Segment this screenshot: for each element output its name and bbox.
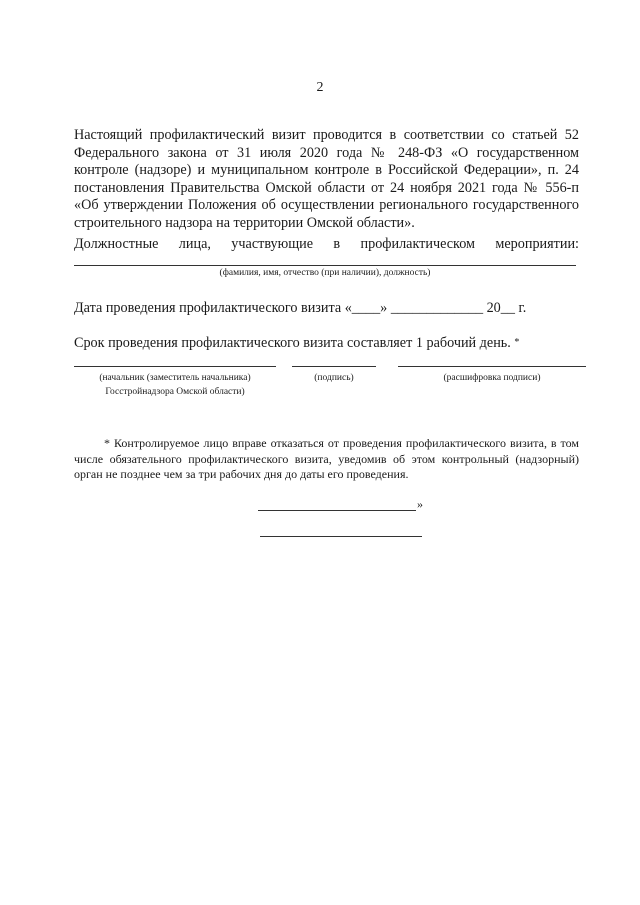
duration-footnote-marker: * [514, 337, 520, 348]
head-signature-line [74, 366, 276, 367]
officials-caption: (фамилия, имя, отчество (при наличии), должность) [219, 268, 431, 278]
head-caption-line2: Госстройнадзора Омской области) [105, 387, 245, 397]
head-caption-line1: (начальник (заместитель начальника) [99, 373, 251, 383]
footnote-paragraph: * Контролируемое лицо вправе отказаться от проведения профилактического визита, в том числе обязательного профилактического визита, уведомив об этом контрольный (надзорный) орган не позднее чем за три рабочих дня до даты его проведения. [74, 436, 579, 481]
closing-line-2 [260, 536, 422, 537]
sign-line [292, 366, 376, 367]
decode-caption: (расшифровка подписи) [443, 373, 541, 383]
closing-line-1 [258, 510, 416, 511]
intro-paragraph: Настоящий профилактический визит проводится в соответствии со статьей 52 Федерального закона от 31 июля 2020 года № 248-ФЗ «О государственном контроле (надзоре) и муниципальном контроле в Российской Федерации», п. 24 постановления Правительства Омской области от 24 ноября 2021 года № 556-п «Об утверждении Положения об осуществлении регионального государственного строительного надзора на территории Омской области». [74, 127, 579, 231]
sign-caption: (подпись) [314, 373, 354, 383]
decode-line [398, 366, 586, 367]
visit-date-line: Дата проведения профилактического визита «____» _____________ 20__ г. [74, 300, 527, 316]
officials-label: Должностные лица, участвующие в профилактическом мероприятии: [74, 236, 579, 252]
page-number: 2 [316, 80, 324, 95]
duration-text: Срок проведения профилактического визита составляет 1 рабочий день. [74, 335, 511, 351]
closing-quote: » [417, 497, 423, 511]
duration-line [74, 335, 519, 352]
